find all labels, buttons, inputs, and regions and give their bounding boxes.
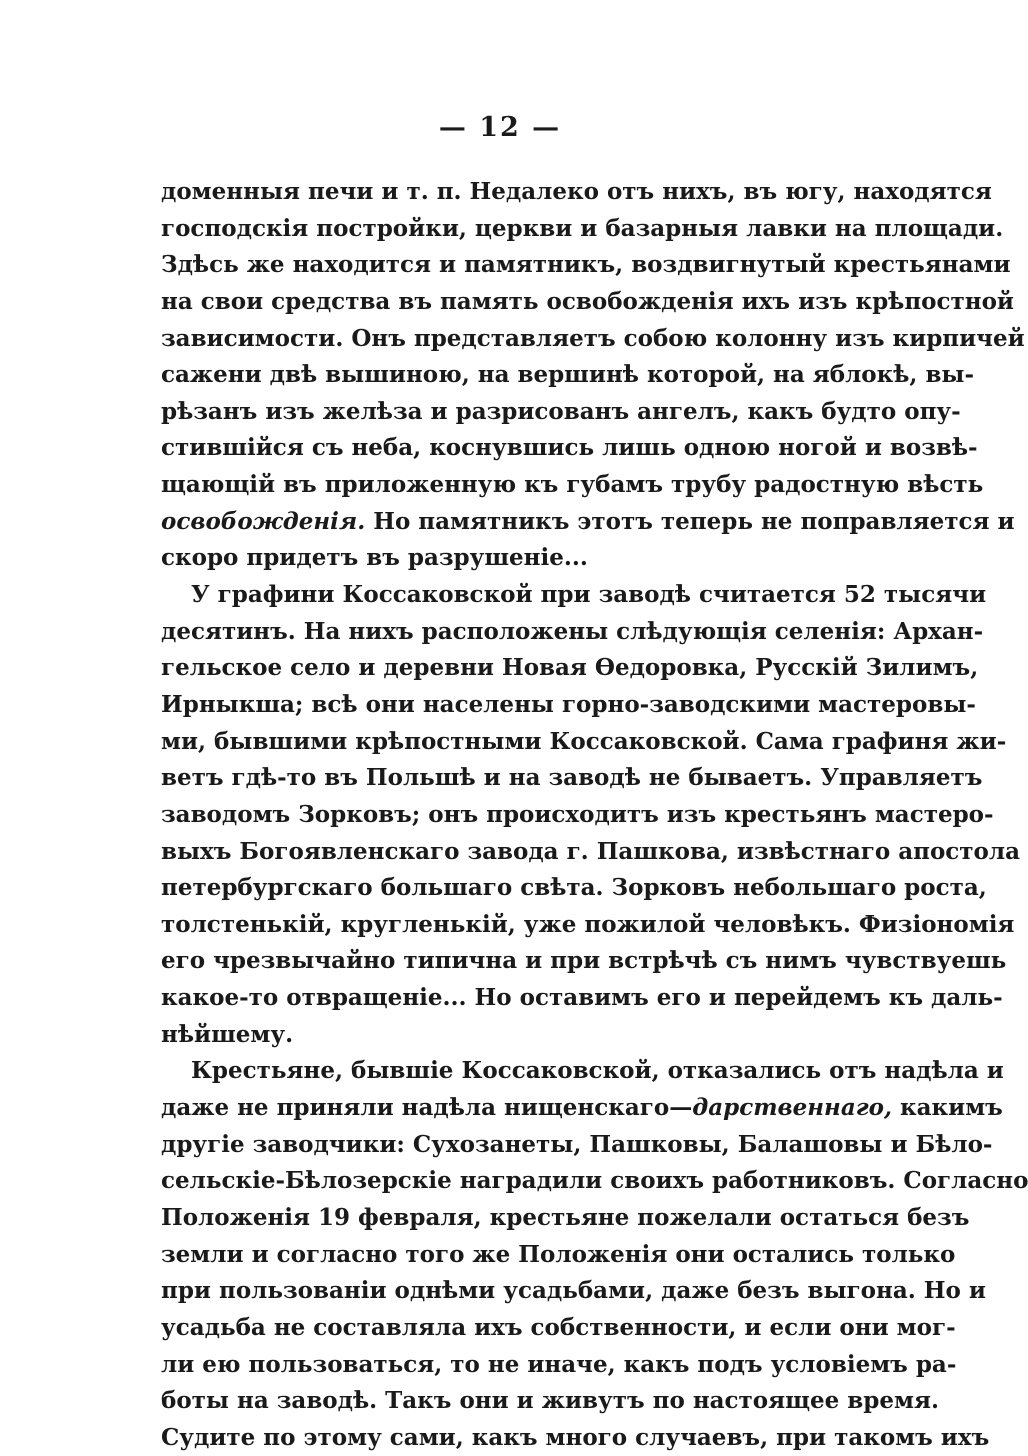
text-line: рѣзанъ изъ желѣза и разрисованъ ангелъ, какъ будто опу- [161,397,961,425]
text-line: стившійся съ неба, коснувшись лишь одною ногой и возвѣ- [161,434,978,462]
italic-text: освобожденія. [161,507,366,535]
text-line: щающій въ приложенную къ губамъ трубу радостную вѣсть [161,471,984,499]
text-line: Ирныкша; всѣ они населены горно-заводскими мастеровы- [161,690,976,718]
text-line: нѣйшему. [161,1020,294,1048]
text-line: боты на заводѣ. Такъ они и живутъ по настоящее время. [161,1387,939,1415]
text-line: сажени двѣ вышиною, на вершинѣ которой, на яблокѣ, вы- [161,361,975,389]
text-segment: какимъ [892,1094,1003,1122]
paragraph-3 [161,1053,1028,1456]
text-line: Здѣсь же находится и памятникъ, воздвигнутый крестьянами [161,251,1011,279]
text-line: скоро придетъ въ разрушеніе... [161,544,588,572]
text-line: другіе заводчики: Сухозанеты, Пашковы, Балашовы и Бѣло- [161,1130,993,1158]
text-line: толстенькій, кругленькій, уже пожилой человѣкъ. Физіономія [161,910,1015,938]
text-line: ли ею пользоваться, то не иначе, какъ подъ условіемъ ра- [161,1350,957,1378]
text-line [161,504,1015,541]
text-line: на свои средства въ память освобожденія ихъ изъ крѣпостной [161,287,1014,315]
text-segment: Но памятникъ этотъ теперь не поправляется и [365,507,1015,535]
paragraph-1 [161,174,1025,577]
text-line: У графини Коссаковской при заводѣ считается 52 тысячи [191,581,987,609]
text-line: гельское село и деревни Новая Ѳедоровка, Русскій Зилимъ, [161,654,979,682]
paragraph-2 [161,577,1021,1053]
italic-text: дарственнаго, [692,1094,893,1122]
text-line: Положенія 19 февраля, крестьяне пожелали остаться безъ [161,1203,970,1231]
text-line: Судите по этому сами, какъ много случаевъ, при такомъ ихъ [161,1423,990,1451]
text-line [161,1090,1003,1127]
text-line: десятинъ. На нихъ расположены слѣдующія селенія: Архан- [161,617,984,645]
text-line: Крестьяне, бывшіе Коссаковской, отказались отъ надѣла и [191,1057,1004,1085]
text-line: какое-то отвращеніе... Но оставимъ его и перейдемъ къ даль- [161,984,1003,1012]
text-line: зависимости. Онъ представляетъ собою колонну изъ кирпичей [161,324,1025,352]
text-line: сельскіе-Бѣлозерскіе наградили своихъ работниковъ. Согласно [161,1167,1028,1195]
page-number: — 12 — [438,112,562,143]
text-line: ми, бывшими крѣпостными Коссаковской. Сама графиня жи- [161,727,1007,755]
text-line: господскія постройки, церкви и базарныя лавки на площади. [161,214,1004,242]
text-line: при пользованіи однѣми усадьбами, даже безъ выгона. Но и [161,1277,986,1305]
text-line: петербургскаго большаго свѣта. Зорковъ небольшаго роста, [161,874,987,902]
body-text [161,174,1028,1456]
text-line: выхъ Богоявленскаго завода г. Пашкова, извѣстнаго апостола [161,837,1021,865]
text-line: ветъ гдѣ-то въ Польшѣ и на заводѣ не бываетъ. Управляетъ [161,764,983,792]
text-segment: даже не приняли надѣла нищенскаго— [161,1094,693,1122]
text-line: усадьба не составляла ихъ собственности, и если они мог- [161,1313,956,1341]
text-line: доменныя печи и т. п. Недалеко отъ нихъ, въ югу, находятся [161,178,992,205]
text-line: земли и согласно того же Положенія они остались только [161,1240,956,1268]
text-line: его чрезвычайно типична и при встрѣчѣ съ нимъ чувствуешь [161,947,1007,975]
text-line: заводомъ Зорковъ; онъ происходитъ изъ крестьянъ мастеро- [161,800,994,828]
